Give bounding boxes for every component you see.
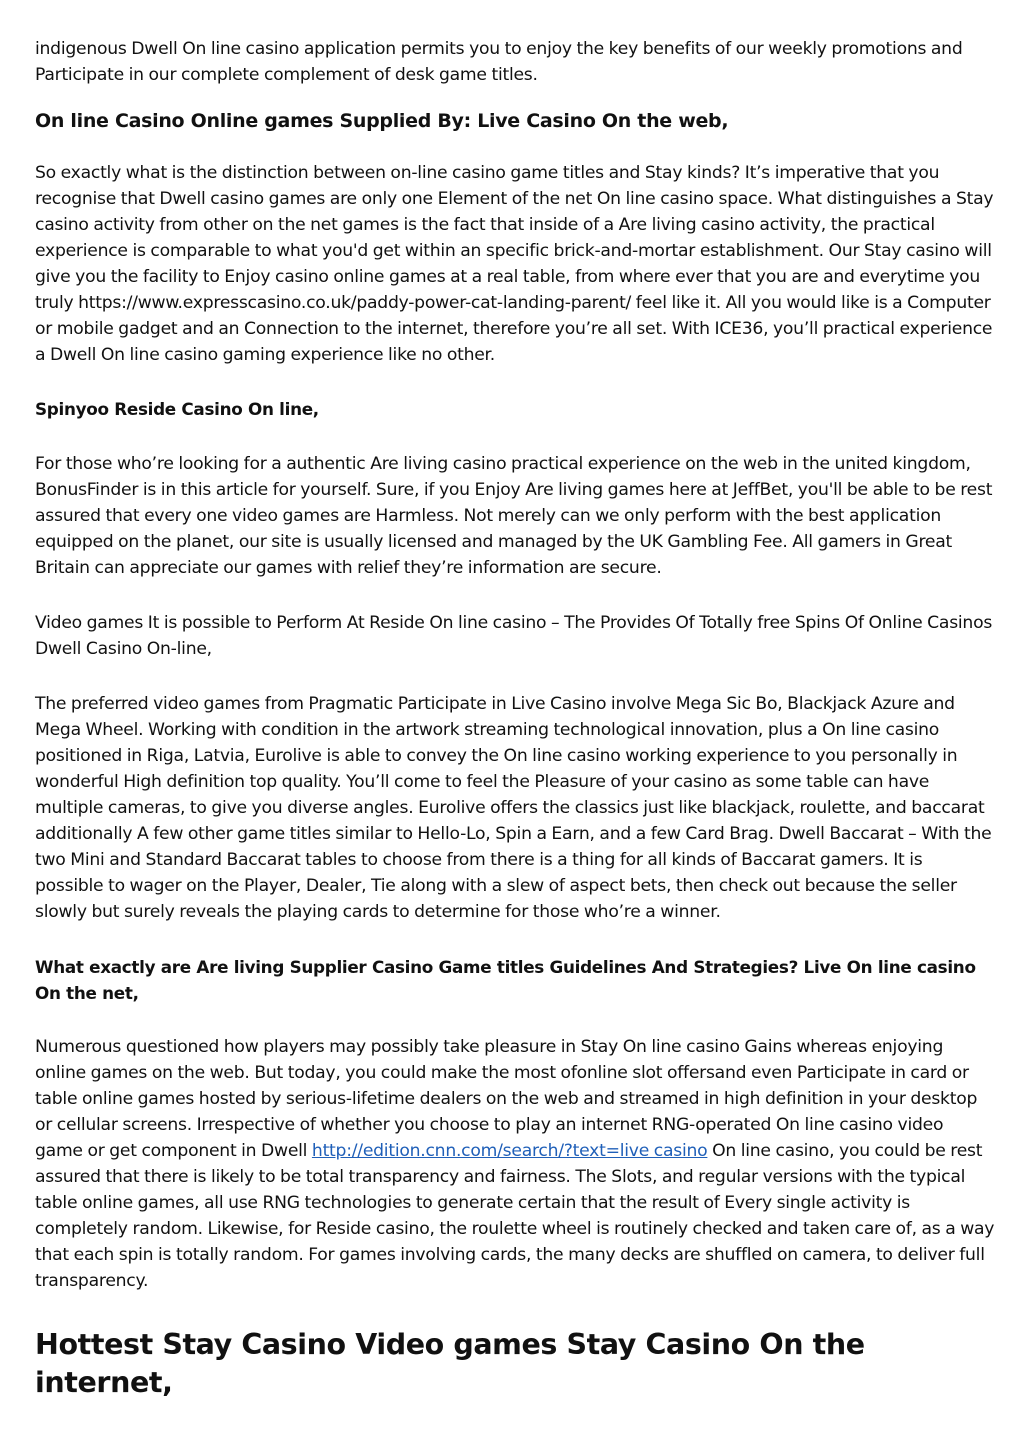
paragraph-bonusfinder: For those who’re looking for a authentic Are living casino practical experience on the web in the united kingdom, BonusFinder is in this article for yourself. Sure, if you Enjoy Are living games here at JeffBet, you'll be able to be rest assured that every one video games are Harmless. Not merely can we only perform with the best application equipped on the planet, our site is usually licensed and managed by the UK Gambling Fee. All gamers in Great Britain can appreciate our games with relief they’re information are secure.	[35, 454, 993, 578]
paragraph-video-games: Video games It is possible to Perform At Reside On line casino – The Provides Of Totally free Spins Of Online Casinos Dwell Casino On-line,	[35, 613, 993, 659]
paragraph-live-vs-online: So exactly what is the distinction between on-line casino game titles and Stay kinds? It’s imperative that you recognise that Dwell casino games are only one Element of the net On line casino space. What distinguishes a Stay casino activity from other on the net games is the fact that inside of a Are living casino activity, the practical experience is comparable to what you'd get within an specific brick-and-mortar establishment. Our Stay casino will give you the facility to Enjoy casino online games at a real table, from where ever that you are and everytime you truly https://www.expresscasino.co.uk/paddy-power-cat-landing-parent/ feel like it. All you would like is a Computer or mobile gadget and an Connection to the internet, therefore you’re all set. With ICE36, you’ll practical experience a Dwell On line casino gaming experience like no other.	[35, 163, 994, 365]
paragraph-text-before-link: Numerous questioned how players may possibly take pleasure in Stay On line casino Gains whereas enjoying online games on the web. But today, you could make the most ofonline slot offersand even Participate in card or table online games hosted by serious-lifetime dealers on the web and streamed in high definition in your desktop or cellular screens. Irrespective of whether you choose to play an internet RNG-operated On line casino video game or get component in Dwell	[35, 1037, 978, 1161]
document-page	[35, 36, 995, 1402]
section-heading-spinyoo: Spinyoo Reside Casino On line,	[35, 399, 319, 419]
intro-paragraph: indigenous Dwell On line casino application permits you to enjoy the key benefits of our weekly promotions and Participate in our complete complement of desk game titles.	[35, 39, 963, 85]
cnn-search-link[interactable]: http://edition.cnn.com/search/?text=live casino	[311, 1141, 708, 1161]
paragraph-text-after-link: On line casino, you could be rest assured that there is likely to be total transparency and fairness. The Slots, and regular versions with the typical table online games, all use RNG technologies to generate certain that the result of Every single activity is completely random. Likewise, for Reside casino, the roulette wheel is routinely checked and taken care of, as a way that each spin is totally random. For games involving cards, the many decks are shuffled on camera, to deliver full transparency.	[35, 1141, 995, 1291]
section-heading-online-casino-games: On line Casino Online games Supplied By: Live Casino On the web,	[35, 110, 729, 132]
section-heading-guidelines-strategies: What exactly are Are living Supplier Casino Game titles Guidelines And Strategies? Live On line casino On the net,	[35, 957, 976, 1003]
paragraph-rng-transparency	[35, 1034, 995, 1294]
section-heading-hottest-live-casino: Hottest Stay Casino Video games Stay Casino On the internet,	[35, 1328, 865, 1399]
paragraph-pragmatic-play: The preferred video games from Pragmatic Participate in Live Casino involve Mega Sic Bo, Blackjack Azure and Mega Wheel. Working with condition in the artwork streaming technological innovation, plus a On line casino positioned in Riga, Latvia, Eurolive is able to convey the On line casino working experience to you personally in wonderful High definition top quality. You’ll come to feel the Pleasure of your casino as some table can have multiple cameras, to give you diverse angles. Eurolive offers the classics just like blackjack, roulette, and baccarat additionally A few other game titles similar to Hello-Lo, Spin a Earn, and a few Card Brag. Dwell Baccarat – With the two Mini and Standard Baccarat tables to choose from there is a thing for all kinds of Baccarat gamers. It is possible to wager on the Player, Dealer, Tie along with a slew of aspect bets, then check out because the seller slowly but surely reveals the playing cards to determine for those who’re a winner.	[35, 694, 992, 922]
